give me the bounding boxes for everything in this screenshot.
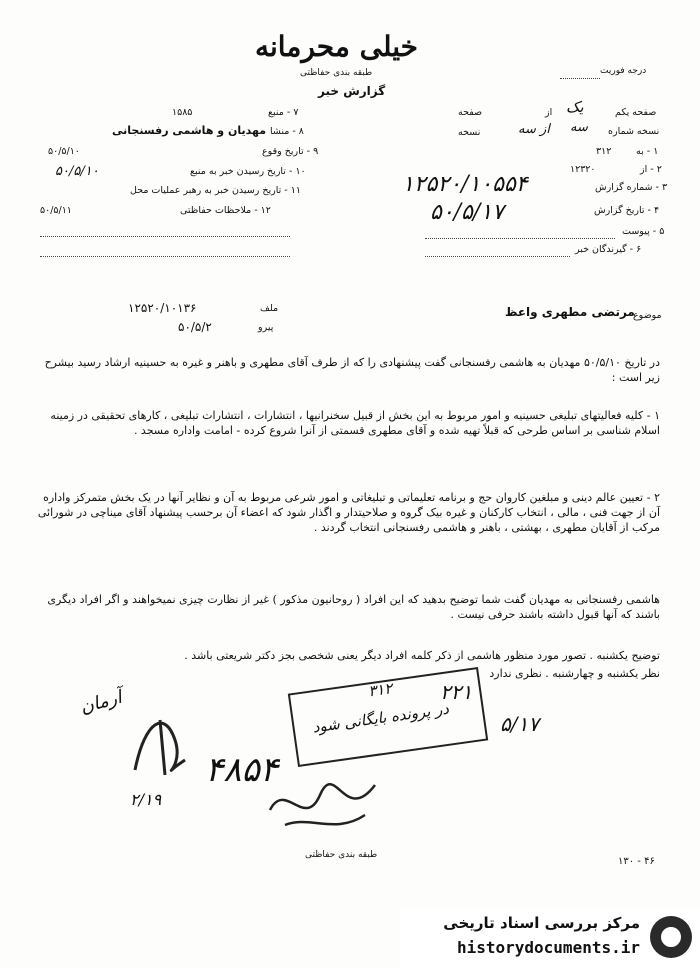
page-value: یک: [566, 98, 584, 116]
handwritten-note: آرمان: [77, 686, 125, 719]
watermark-fa: مرکز بررسی اسناد تاریخی: [443, 914, 640, 932]
recipients-label: ۶ - گیرندگان خبر: [575, 244, 642, 255]
watermark: [400, 908, 700, 968]
copy-suffix: نسخه: [458, 127, 481, 138]
form-number: ۱۳۰ - ۴۶: [618, 856, 655, 867]
footer-classification: طبقه بندی حفاظتی: [305, 850, 378, 860]
logo-inner-icon: [658, 924, 684, 950]
file-label: ملف: [260, 303, 279, 314]
followup-label: پیرو: [258, 322, 274, 333]
body-paragraph-1: در تاریخ ۵۰/۵/۱۰ مهدیان به هاشمی رفسنجانی گفت پیشنهادی را که از طرف آقای مطهری و باهنر و غیره به حسینیه ارشاد رسید بیشرح زیر است :: [44, 356, 660, 384]
source-value: ۱۵۸۵: [172, 107, 193, 118]
signature-bottom: [265, 770, 385, 840]
origin-value: مهدیان و هاشمی رفسنجانی: [112, 124, 267, 137]
signature-date: ۲/۱۹: [130, 790, 162, 809]
origin-label: ۸ - منشا: [270, 126, 304, 137]
stamp-number: ۳۱۲: [367, 679, 394, 701]
occur-label: ۹ - تاریخ وقوع: [262, 146, 319, 157]
watermark-en: historydocuments.ir: [456, 938, 640, 957]
ops-label: ۱۱ - تاریخ رسیدن خبر به رهبر عملیات محل: [130, 185, 301, 196]
recv-value: ۵۰/۵/۱۰: [55, 164, 99, 179]
copy-value: سه: [570, 120, 588, 135]
left-line-1: [40, 236, 290, 237]
notes-label: ۱۲ - ملاحظات حفاظتی: [180, 205, 271, 216]
followup-value: ۵۰/۵/۲: [178, 320, 212, 334]
page-label: صفحه یکم: [615, 107, 657, 118]
from-value: ۱۲۳۲۰: [570, 164, 596, 175]
body-paragraph-6: نظر یکشنبه و چهارشنبه . نظری ندارد: [489, 667, 660, 680]
signature-left: [125, 700, 195, 790]
file-value: ۱۲۵۲۰/۱۰۱۳۶: [128, 301, 197, 315]
occur-value: ۵۰/۵/۱۰: [48, 146, 80, 157]
report-date-value: ۵۰/۵/۱۷: [430, 200, 504, 225]
to-label: ۱ - به: [636, 146, 659, 157]
attach-label: ۵ - پیوست: [622, 226, 665, 237]
report-date-label: ۴ - تاریخ گزارش: [594, 205, 660, 216]
stamp-text: در پرونده بایگانی شود: [311, 699, 450, 737]
body-paragraph-2: ۱ - کلیه فعالیتهای تبلیغی حسینیه و امور مربوط به این بخش از قبیل سخنرانیها ، انتشارات ، انتشارات تبلیغی ، کارهای تحقیقی در زمینه اسلام شناسی بر اساس طرحی که قبلاً تهیه شده و آقای مطهری قسمتی از آنرا شروع کرده - امامت واداره مسجد .: [50, 409, 660, 437]
number-note: ۴۸۵۴: [205, 750, 279, 790]
page-suffix: صفحه: [458, 107, 483, 118]
copy-label: نسخه شماره: [608, 126, 660, 137]
from-label: ۲ - از: [640, 164, 662, 175]
body-paragraph-3: ۲ - تعیین عالم دینی و مبلغین کاروان حج و برنامه تعلیماتی و تبلیغاتی و امور شرعی مربوط به آن و نظایر آنها در یک بخش متمرکز واداره آن از جهت فنی ، مالی ، انتخاب کارکنان و غیره بیک گروه و صلاحیتدار و اگذار شود که اعضاء آن برحسب پیشنهاد آقای میناچی در شورائی مرکب از آقایان مطهری ، بهشتی ، باهنر و هاشمی رفسنجانی انتخاب گردند .: [37, 491, 660, 534]
date-note: ۵/۱۷: [500, 712, 539, 736]
body-paragraph-4: هاشمی رفسنجانی به مهدیان گفت شما توضیح بدهید که این افراد ( روحانیون مذکور ) غیر از نظارت چیزی نمیخواهند و اگر افراد دیگری باشند که آنها قبول داشته باشند حرفی نیست .: [47, 593, 660, 621]
stamp-ref: ۲۲۱: [440, 680, 473, 704]
left-line-2: [40, 256, 290, 257]
report-no-label: ۳ - شماره گزارش: [595, 182, 668, 193]
attach-line: [425, 238, 615, 239]
copy-of: از سه: [518, 122, 550, 137]
to-value: ۳۱۲: [596, 146, 612, 157]
source-label: ۷ - منبع: [268, 107, 299, 118]
report-no-value: ۱۲۵۲۰/۱۰۵۵۴: [402, 172, 528, 197]
body-paragraph-5: توضیح یکشنبه . تصور مورد منظور هاشمی از ذکر کلمه افراد دیگر یعنی شخصی بجز دکتر شریعتی باشد .: [184, 649, 660, 662]
classification-subtitle: طبقه بندی حفاظتی: [300, 68, 373, 78]
notes-value: ۵۰/۵/۱۱: [40, 205, 72, 216]
report-kind: گزارش خبر: [318, 84, 386, 98]
priority-line: [560, 78, 600, 79]
recv-label: ۱۰ - تاریخ رسیدن خبر به منبع: [190, 166, 306, 177]
page-of: از: [545, 107, 553, 118]
subject-label: موضوع: [633, 310, 662, 321]
priority-label: درجه فوریت: [600, 66, 647, 76]
subject-value: مرتضی مطهری واعظ: [505, 305, 635, 319]
recipients-line: [425, 256, 570, 257]
classification-title: خیلی محرمانه: [255, 30, 418, 63]
